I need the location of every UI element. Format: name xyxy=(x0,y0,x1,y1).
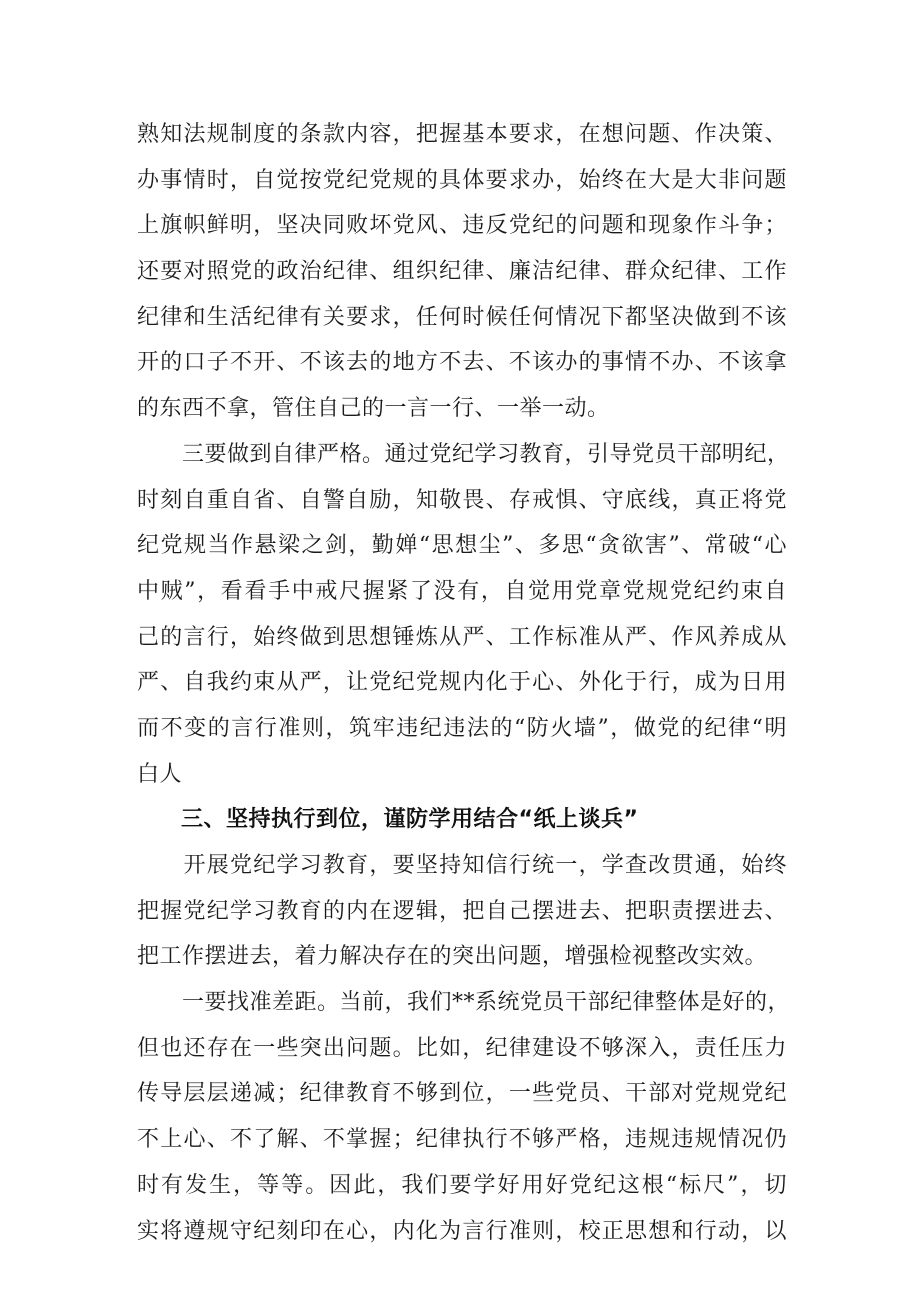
text-line: 把握党纪学习教育的内在逻辑，把自己摆进去、把职责摆进去、 xyxy=(137,898,787,924)
text-line: 熟知法规制度的条款内容，把握基本要求，在想问题、作决策、 xyxy=(137,122,787,147)
text-line: 的东西不拿，管住自己的一言一行、一举一动。 xyxy=(137,396,610,422)
text-line: 己的言行，始终做到思想锤炼从严、工作标准从严、作风养成从 xyxy=(137,624,787,650)
document-body xyxy=(137,112,791,1254)
text-line: 时有发生，等等。因此，我们要学好用好党纪这根“标尺”，切 xyxy=(137,1172,787,1198)
text-line: 三要做到自律严格。通过党纪学习教育，引导党员干部明纪， xyxy=(137,441,790,467)
text-line: 严、自我约束从严，让党纪党规内化于心、外化于行，成为日用 xyxy=(137,670,787,696)
text-line: 纪党规当作悬梁之剑，勤婵“思想尘”、多思“贪欲害”、常破“心 xyxy=(137,533,787,559)
text-line: 还要对照党的政治纪律、组织纪律、廉洁纪律、群众纪律、工作 xyxy=(137,259,787,285)
text-line: 纪律和生活纪律有关要求，任何时候任何情况下都坚决做到不该 xyxy=(137,304,787,330)
text-line: 把工作摆进去，着力解决存在的突出问题，增强检视整改实效。 xyxy=(137,944,768,970)
text-line: 不上心、不了解、不掌握；纪律执行不够严格，违规违规情况仍 xyxy=(137,1127,787,1153)
text-line: 时刻自重自省、自警自励，知敬畏、存戒惧、守底线，真正将党 xyxy=(137,487,787,513)
section-heading: 三、坚持执行到位，谨防学用结合“纸上谈兵” xyxy=(181,807,639,833)
text-line: 一要找准差距。当前，我们**系统党员干部纪律整体是好的， xyxy=(137,990,791,1016)
text-line: 上旗帜鲜明，坚决同败坏党风、违反党纪的问题和现象作斗争； xyxy=(137,213,787,239)
text-line: 但也还存在一些突出问题。比如，纪律建设不够深入，责任压力 xyxy=(137,1035,787,1061)
paragraph-continuation xyxy=(137,112,787,432)
paragraph-self-discipline xyxy=(137,432,790,798)
paragraph-section-intro xyxy=(137,843,787,980)
text-line: 而不变的言行准则，筑牢违纪违法的“防火墙”，做党的纪律“明 xyxy=(137,715,787,741)
text-line: 开展党纪学习教育，要坚持知信行统一，学查改贯通，始终 xyxy=(137,853,787,878)
text-line: 办事情时，自觉按党纪党规的具体要求办，始终在大是大非问题 xyxy=(137,167,787,193)
text-line: 白人 xyxy=(137,761,183,787)
text-line: 中贼”，看看手中戒尺握紧了没有，自觉用党章党规党纪约束自 xyxy=(137,578,787,604)
text-line: 实将遵规守纪刻印在心，内化为言行准则，校正思想和行动，以 xyxy=(137,1218,787,1244)
paragraph-find-gaps xyxy=(137,980,791,1254)
text-line: 传导层层递减；纪律教育不够到位，一些党员、干部对党规党纪 xyxy=(137,1081,787,1107)
text-line: 开的口子不开、不该去的地方不去、不该办的事情不办、不该拿 xyxy=(137,350,787,376)
